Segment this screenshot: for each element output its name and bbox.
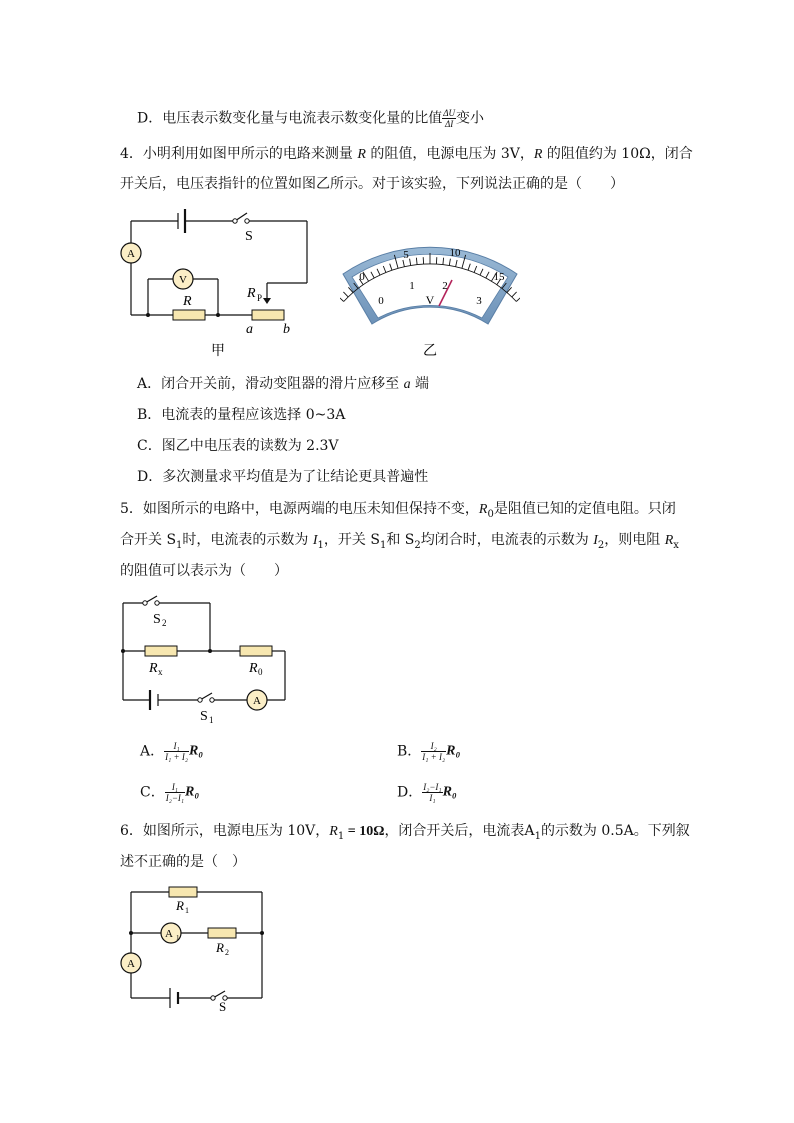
resistor-r: [173, 310, 205, 320]
svg-text:1: 1: [176, 934, 180, 942]
svg-text:乙: 乙: [423, 344, 437, 358]
svg-text:R: R: [249, 661, 258, 676]
svg-text:5: 5: [403, 249, 409, 261]
dial-tick: [512, 292, 517, 297]
q5-option-d: D． $\frac{\text{I₂−I₁}}{\text{I₁}}$ R₀: [397, 782, 457, 803]
q4-stem-line-2: 开关后，电压表指针的位置如图乙所示。对于该实验，下列说法正确的是（ ）: [120, 176, 624, 192]
q5-stem-line-2: 合开关 $S_1$时，电流表的示数为 $I_1$，开关 $S_1$和 $S_2$均闭合时，电流表的示数为 $I_2$，则电阻 $R_x$: [120, 532, 679, 551]
svg-text:A: A: [253, 695, 261, 707]
q5-stem-line-1: 5．如图所示的电路中，电源两端的电压未知但保持不变，$R_0$是阻值已知的定值电阻。只闭: [120, 501, 676, 520]
svg-text:S: S: [219, 999, 227, 1014]
q4-option-a: A．闭合开关前，滑动变阻器的滑片应移至 a 端: [137, 376, 430, 392]
svg-text:1: 1: [185, 906, 189, 915]
svg-text:b: b: [283, 322, 290, 337]
q5-circuit-diagram: [115, 590, 295, 725]
rheostat: [252, 310, 284, 320]
q4-stem-line-1: 4．小明利用如图甲所示的电路来测量 R 的阻值，电源电压为 3V，R 的阻值约为 10Ω，闭合: [120, 146, 693, 162]
q4-circuit-diagram-jia: [115, 205, 320, 360]
svg-text:0: 0: [378, 295, 384, 307]
q5-option-b: B． $\frac{\text{I₂}}{\text{I₁ + I₂}}$ R₀: [397, 741, 461, 762]
ammeter-icon: [121, 953, 141, 973]
svg-text:1: 1: [209, 715, 214, 725]
q4-option-d: D．多次测量求平均值是为了让结论更具普遍性: [137, 469, 429, 485]
svg-text:3: 3: [476, 295, 482, 307]
q6-circuit-diagram: [115, 880, 275, 1015]
q5-stem-line-3: 的阻值可以表示为（ ）: [120, 563, 288, 579]
q6-stem-line-2: 述不正确的是（ ）: [120, 854, 246, 870]
svg-text:0: 0: [258, 667, 263, 677]
svg-text:S: S: [200, 709, 208, 724]
svg-text:A: A: [165, 928, 173, 940]
q5-option-c: C． $\frac{\text{I₁}}{\text{I₂−I₁}}$ R₀: [140, 782, 200, 803]
q3-option-d: D．电压表示数变化量与电流表示数变化量的比值 $\frac{\Delta U}{\Delta I}$ 变小: [137, 108, 485, 129]
q5-option-a: A． $\frac{\text{I₁}}{\text{I₁ + I₂}}$ R₀: [140, 741, 204, 762]
ammeter-a1-icon: [161, 923, 181, 943]
delta-u-over-delta-i-fraction: $\frac{\Delta U}{\Delta I}$: [443, 108, 456, 129]
svg-text:R: R: [176, 898, 184, 913]
svg-text:x: x: [158, 667, 163, 677]
dial-tick: [516, 292, 520, 302]
svg-text:15: 15: [493, 271, 505, 283]
svg-text:a: a: [246, 322, 253, 337]
q4-option-b: B．电流表的量程应该选择 0~3A: [137, 407, 346, 423]
q4-option-c: C．图乙中电压表的读数为 2.3V: [137, 438, 339, 454]
svg-text:V: V: [425, 293, 435, 307]
resistor-rx: [145, 646, 177, 656]
q6-stem-line-1: 6．如图所示，电源电压为 10V，$R_1 = 10\Omega$，闭合开关后，电流表$A_1$的示数为 0.5A。下列叙: [120, 823, 690, 842]
svg-text:2: 2: [162, 618, 167, 628]
svg-text:A: A: [127, 958, 135, 970]
svg-text:V: V: [179, 274, 187, 286]
svg-text:R: R: [216, 940, 224, 955]
dial-tick: [340, 292, 344, 302]
svg-text:A: A: [127, 248, 135, 260]
resistor-r1: [169, 887, 197, 897]
svg-text:R: R: [247, 286, 256, 301]
svg-text:S: S: [245, 229, 253, 244]
svg-text:R: R: [183, 294, 192, 309]
svg-text:S: S: [153, 612, 161, 627]
ammeter-icon: [121, 243, 141, 263]
svg-text:P: P: [257, 293, 263, 303]
svg-text:0: 0: [359, 271, 365, 283]
svg-text:甲: 甲: [211, 344, 225, 359]
svg-text:2: 2: [442, 280, 448, 292]
svg-text:10: 10: [449, 247, 461, 259]
svg-text:1: 1: [409, 280, 415, 292]
ammeter-icon: [247, 690, 267, 710]
svg-text:R: R: [149, 661, 158, 676]
svg-text:2: 2: [225, 948, 229, 957]
q4-voltmeter-dial-yi: [340, 232, 520, 358]
dial-tick: [343, 292, 348, 297]
resistor-r0: [240, 646, 272, 656]
resistor-r2: [208, 928, 236, 938]
voltmeter-icon: [173, 269, 193, 289]
